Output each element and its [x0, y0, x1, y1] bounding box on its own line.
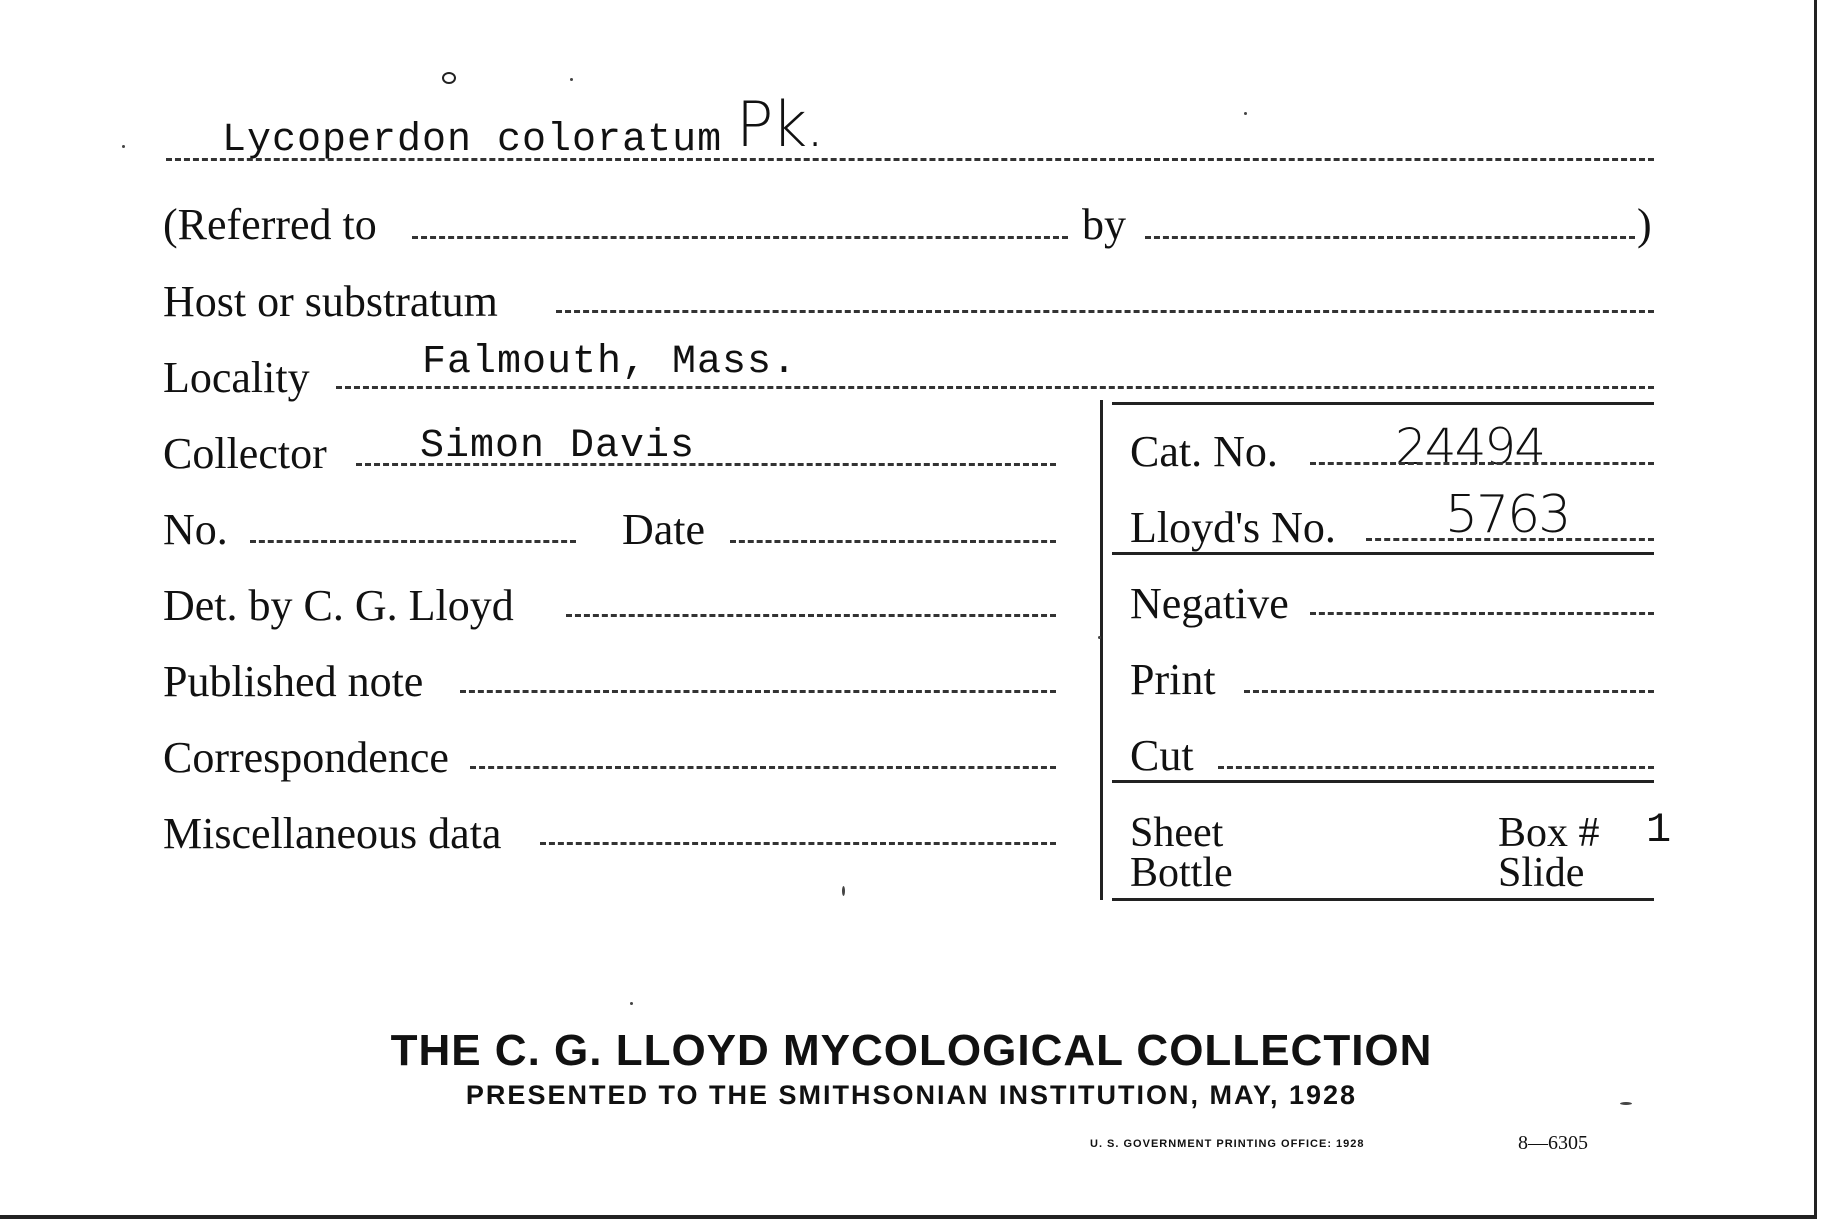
published-note-label: Published note	[163, 657, 424, 706]
correspondence-line	[470, 766, 1056, 769]
negative-line	[1310, 612, 1654, 615]
catalog-box-divider-1	[1112, 552, 1654, 555]
lloyds-no-label: Lloyd's No.	[1130, 503, 1336, 552]
misc-data-line	[540, 842, 1056, 845]
lloyds-no-value: 5763	[1445, 485, 1570, 545]
collector-line	[356, 463, 1056, 466]
negative-label: Negative	[1130, 579, 1289, 628]
date-label: Date	[622, 505, 706, 554]
determined-label: Det. by C. G. Lloyd	[163, 581, 514, 630]
species-line	[166, 158, 1654, 161]
scan-speck	[1620, 1102, 1632, 1105]
box-label: Box #	[1498, 810, 1600, 856]
species-name: Lycoperdon coloratum	[222, 118, 723, 163]
catalog-box-border	[1100, 400, 1103, 900]
referred-to-line	[412, 236, 1068, 239]
referred-close-paren: )	[1637, 200, 1652, 249]
cut-label: Cut	[1130, 731, 1194, 780]
slide-label: Slide	[1498, 850, 1585, 896]
species-author-handwritten: Pk.	[736, 88, 823, 161]
catalog-box-bottom	[1112, 898, 1654, 901]
collection-subtitle: PRESENTED TO THE SMITHSONIAN INSTITUTION, MAY, 1928	[465, 1080, 1358, 1110]
form-number: 8—6305	[1518, 1132, 1588, 1154]
scan-speck	[630, 1002, 633, 1005]
scan-speck	[842, 886, 845, 896]
published-note-line	[460, 690, 1056, 693]
referred-to-label: (Referred to	[163, 200, 377, 249]
catalog-box-top	[1112, 402, 1654, 405]
collector-value: Simon Davis	[420, 424, 696, 469]
number-line	[250, 540, 576, 543]
print-label: Print	[1130, 655, 1216, 704]
scan-speck	[1244, 112, 1247, 115]
collection-title: THE C. G. LLOYD MYCOLOGICAL COLLECTION	[390, 1026, 1433, 1075]
scan-speck	[1098, 636, 1101, 639]
locality-line	[336, 386, 1654, 389]
referred-by-label: by	[1082, 200, 1126, 249]
scan-speck	[442, 72, 456, 84]
date-line	[730, 540, 1056, 543]
box-value: 1	[1646, 806, 1673, 854]
locality-value: Falmouth, Mass.	[422, 340, 798, 385]
scan-speck	[570, 78, 573, 81]
collector-label: Collector	[163, 429, 327, 478]
bottle-label: Bottle	[1130, 850, 1233, 896]
correspondence-label: Correspondence	[163, 733, 449, 782]
sheet-label: Sheet	[1130, 810, 1224, 856]
print-line	[1244, 690, 1654, 693]
cat-no-line	[1310, 462, 1654, 465]
cat-no-value: 24494	[1395, 418, 1545, 476]
host-label: Host or substratum	[163, 277, 498, 326]
host-line	[556, 310, 1654, 313]
locality-label: Locality	[163, 353, 310, 402]
catalog-box-divider-2	[1112, 780, 1654, 783]
printer-imprint: U. S. GOVERNMENT PRINTING OFFICE: 1928	[1090, 1138, 1365, 1150]
determined-line	[566, 614, 1056, 617]
misc-data-label: Miscellaneous data	[163, 809, 502, 858]
lloyds-no-line	[1366, 538, 1654, 541]
cat-no-label: Cat. No.	[1130, 427, 1278, 476]
cut-line	[1218, 766, 1654, 769]
number-label: No.	[163, 505, 228, 554]
referred-by-line	[1145, 236, 1635, 239]
scan-speck	[122, 145, 125, 148]
